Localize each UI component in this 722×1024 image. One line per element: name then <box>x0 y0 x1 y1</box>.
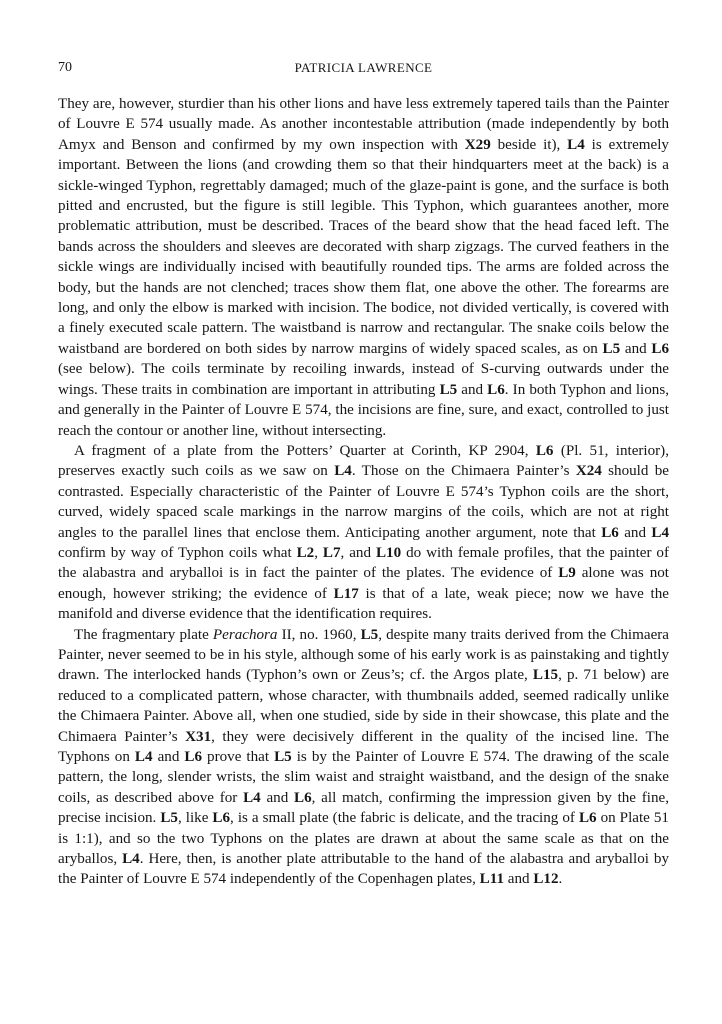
text-run: and <box>504 871 534 888</box>
catalog-ref: L6 <box>212 810 231 827</box>
catalog-ref: L5 <box>439 381 458 398</box>
text-run: , like <box>177 810 213 827</box>
paragraph-3 <box>58 625 669 890</box>
text-run: is that of a late, weak piece; now we have the manifold and diverse evidence that the identification requires. <box>58 585 669 623</box>
text-run: and <box>457 381 488 398</box>
text-run: They are, however, sturdier than his other lions and have less extremely tapered tails than the Painter of Louvre E 574 usually made. As another incontestable attribution (made independently by both Amyx and Benson and confirmed by my own inspection with <box>58 96 669 153</box>
catalog-ref: L6 <box>578 810 597 827</box>
text-run: is extremely important. Between the lions (and crowding them so that their hindquarters meet at the back) is a sickle-winged Typhon, regrettably damaged; much of the glaze-paint is gone, and the surface is both pitted and encrusted, but the figure is still legible. This Typhon, which guarantees another, more problematic attribution, must be described. Traces of the beard show that the head faced left. The bands across the shoulders and sleeves are decorated with sharp zigzags. The curved feathers in the sickle wings are individually incised with beautifully rounded tips. The arms are folded across the body, but the hands are not clenched; traces show them flat, one above the other. The forearms are long, and only the elbow is marked with incision. The bodice, not divided vertically, is covered with a finely executed scale pattern. The waistband is narrow and rectangular. The snake coils below the waistband are bordered on both sides by narrow margins of widely spaced scales, as on <box>58 136 669 357</box>
body-text <box>58 94 669 890</box>
catalog-ref: L4 <box>334 463 352 480</box>
catalog-ref: L4 <box>134 749 153 765</box>
paragraph-2 <box>58 441 669 625</box>
text-run: is by the Painter of Louvre E 574. The drawing of the scale pattern, the long, slender wrists, the slim waist and straight waistband, and the design of the snake coils, as described above for <box>58 749 669 806</box>
text-run: . Those on the Chimaera Painter’s <box>351 463 576 480</box>
text-run: , <box>314 544 323 561</box>
catalog-ref: L5 <box>274 749 292 765</box>
text-run: A fragment of a plate from the Potters’ Quarter at Corinth, KP 2904, <box>74 442 536 459</box>
catalog-ref: L7 <box>322 544 341 561</box>
catalog-ref: X29 <box>464 136 491 153</box>
catalog-ref: L6 <box>184 749 203 765</box>
page-number: 70 <box>58 60 72 75</box>
catalog-ref: X31 <box>185 728 212 745</box>
text-run: , is a small plate (the fabric is delicate, and the tracing of <box>230 810 579 827</box>
catalog-ref: L15 <box>532 667 559 684</box>
text-run: , despite many traits derived from the Chimaera Painter, never seemed to be in his style, although some of his early work is as painstaking and tightly drawn. The interlocked hands (Typhon’s own or Zeus’s; cf. the Argos plate, <box>58 626 669 684</box>
catalog-ref: L17 <box>333 585 359 602</box>
text-run: II, no. 1960, <box>277 626 361 643</box>
catalog-ref: L12 <box>533 871 559 888</box>
text-run: and <box>260 789 295 806</box>
text-run: , p. 71 below) are reduced to a complicated pattern, whose character, with thumbnails added, seemed radically unlike the Chimaera Painter. Above all, when one studied, side by side in their showcase, this plate and the Chimaera Painter’s <box>58 667 669 745</box>
catalog-ref: L4 <box>243 789 261 806</box>
text-run: on Plate 51 is 1:1), and so the two Typhons on the plates are drawn at about the same scale as that on the aryballos, <box>58 810 669 868</box>
text-run: and <box>618 524 652 541</box>
text-run: (see below). The coils terminate by recoiling inwards, instead of S-curving outwards under the wings. These traits in combination are important in attributing <box>58 361 669 398</box>
catalog-ref: L2 <box>296 544 315 561</box>
italic-title: Perachora <box>212 626 278 643</box>
text-run: (Pl. 51, interior), preserves exactly such coils as we saw on <box>58 442 669 480</box>
page-header <box>58 60 669 82</box>
catalog-ref: L4 <box>567 136 585 153</box>
catalog-ref: L4 <box>651 524 669 541</box>
catalog-ref: L6 <box>535 442 554 459</box>
running-head: PATRICIA LAWRENCE <box>294 60 433 75</box>
catalog-ref: L5 <box>360 626 379 643</box>
catalog-ref: L6 <box>651 340 670 357</box>
catalog-ref: L5 <box>160 810 178 827</box>
text-run: and <box>620 340 652 357</box>
catalog-ref: L10 <box>375 544 402 561</box>
text-run: beside it), <box>490 136 568 153</box>
catalog-ref: L9 <box>558 565 576 582</box>
text-run: , all match, confirming the impression given by the fine, precise incision. <box>58 789 669 827</box>
catalog-ref: L6 <box>294 789 312 806</box>
catalog-ref: L4 <box>122 851 140 868</box>
text-run: . In both Typhon and lions, and generally in the Painter of Louvre E 574, the incisions are fine, sure, and exact, controlled to just reach the contour or another line, without intersecting. <box>58 381 669 439</box>
text-run: prove that <box>202 749 275 765</box>
catalog-ref: L6 <box>487 381 505 398</box>
catalog-ref: X24 <box>575 463 602 480</box>
text-run: confirm by way of Typhon coils what <box>58 544 297 561</box>
text-run: should be contrasted. Especially characteristic of the Painter of Louvre E 574’s Typhon coils are the short, curved, widely spaced scale markings in the narrow margins of the coils, which are not at right angles to the parallel lines that enclose them. Anticipating another argument, note that <box>58 463 669 541</box>
catalog-ref: L6 <box>601 524 619 541</box>
text-run: do with female profiles, that the painter of the alabastra and aryballoi is in fact the painter of the plates. The evidence of <box>58 544 669 582</box>
text-run: The fragmentary plate <box>74 626 213 643</box>
catalog-ref: L5 <box>602 340 621 357</box>
text-run: . Here, then, is another plate attributable to the hand of the alabastra and aryballoi by the Painter of Louvre E 574 independently of the Copenhagen plates, <box>58 851 669 888</box>
catalog-ref: L11 <box>479 871 504 888</box>
text-run: alone was not enough, however striking; the evidence of <box>58 565 669 602</box>
text-run: , they were decisively different in the quality of the incised line. The Typhons on <box>58 728 669 765</box>
text-run: . <box>558 871 563 888</box>
paragraph-1 <box>58 94 669 441</box>
text-run: and <box>152 749 185 765</box>
text-run: , and <box>340 544 376 561</box>
